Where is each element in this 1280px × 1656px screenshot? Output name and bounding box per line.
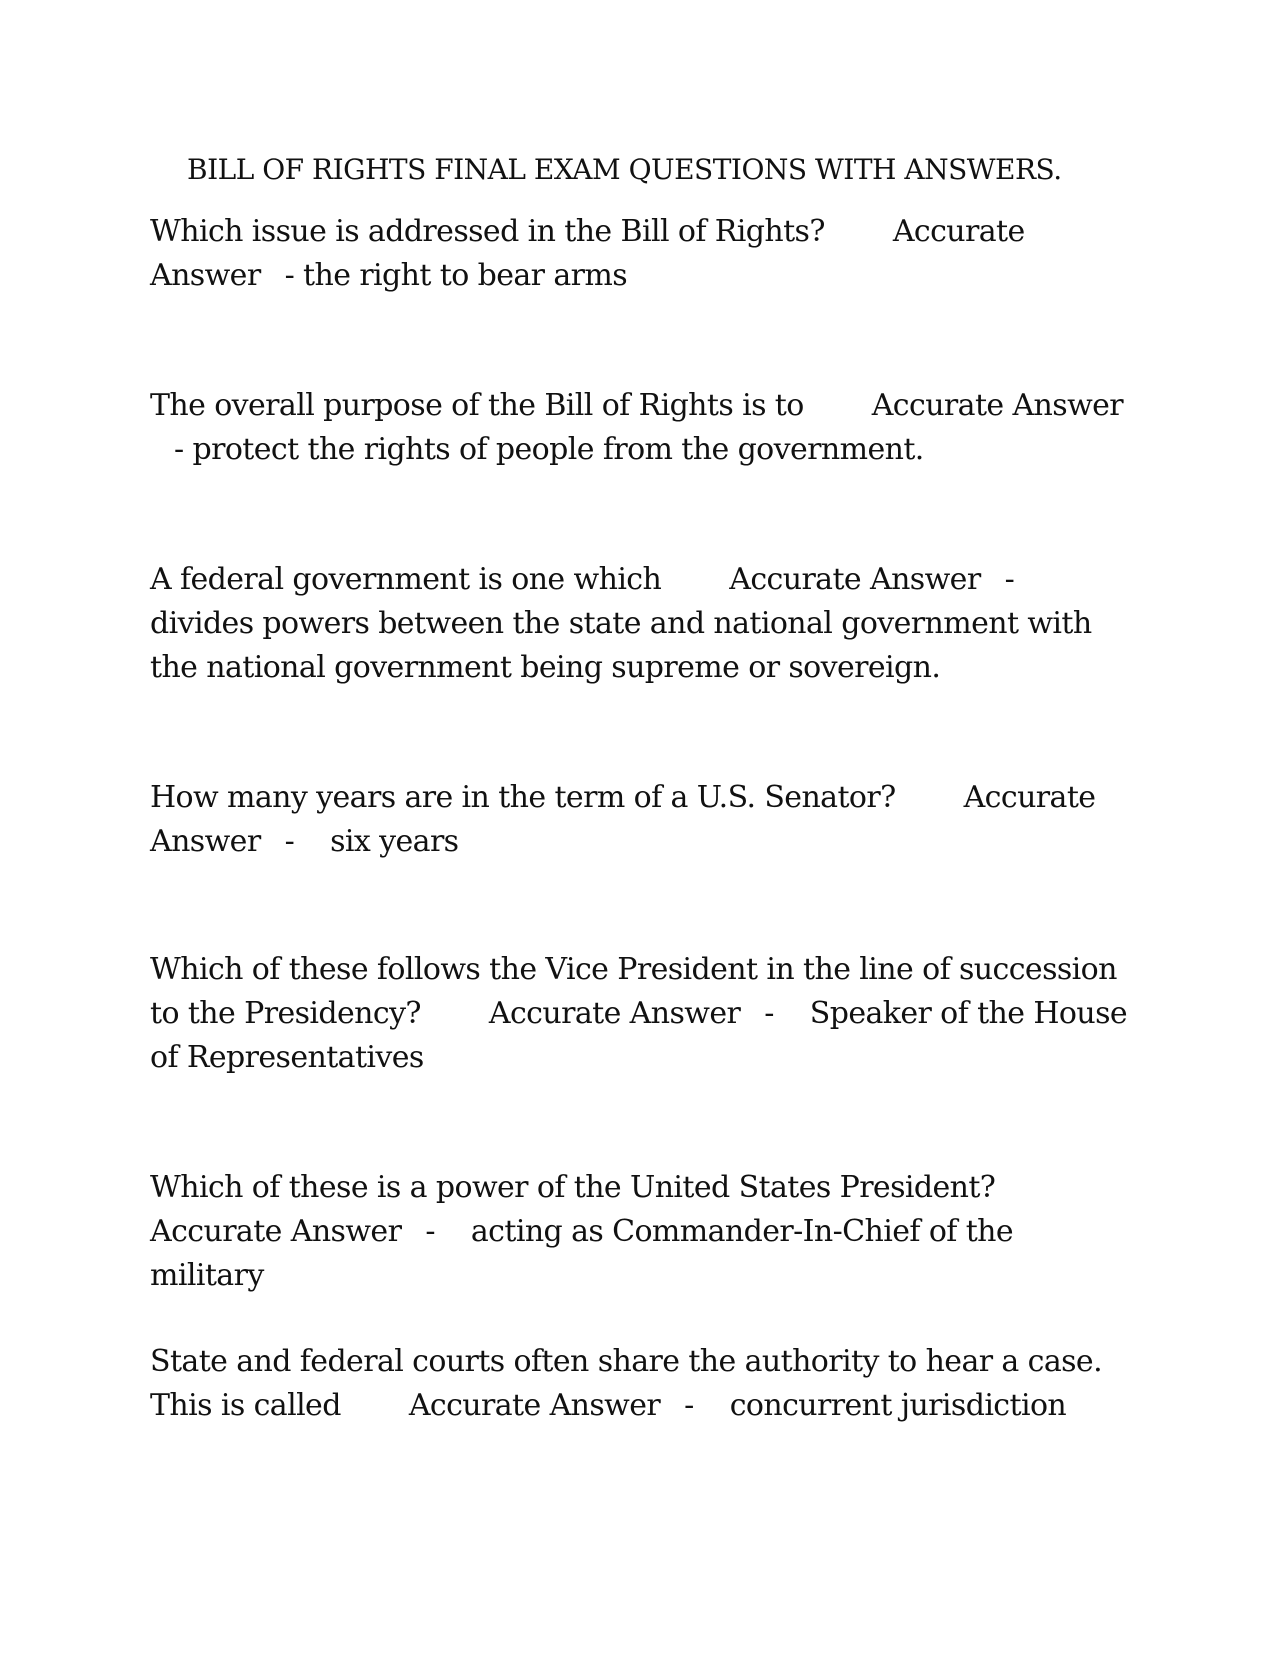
qa-item [150,776,1130,864]
answer-label: Accurate Answer [150,214,1025,293]
answer-text: concurrent jurisdiction [729,1388,1067,1423]
answer-label: Accurate Answer [150,780,1096,859]
answer-label: Accurate Answer [150,1214,402,1249]
answer-separator: - [1004,562,1015,597]
answer-label: Accurate Answer [408,1388,661,1423]
question-text: Which of these is a power of the United States President? [150,1170,996,1205]
question-text: Which of these follows the Vice President in the line of succession to the Presidency? [150,952,1117,1031]
question-text: State and federal courts often share the authority to hear a case. This is called [150,1344,1103,1423]
question-text: How many years are in the term of a U.S. Senator? [150,780,896,815]
answer-label: Accurate Answer [729,562,981,597]
qa-item [150,210,1130,298]
answer-separator: - [684,1388,694,1423]
question-text: The overall purpose of the Bill of Rights is to [150,388,804,423]
question-text: Which issue is addressed in the Bill of Rights? [150,214,825,249]
answer-separator: - [284,258,295,293]
answer-separator: - [425,1214,435,1249]
answer-label: Accurate Answer [871,388,1124,423]
qa-item [150,384,1130,472]
answer-separator: - [284,824,295,859]
qa-item [150,1340,1130,1428]
answer-text: Speaker of the House of Representatives [150,996,1128,1075]
document-title: BILL OF RIGHTS FINAL EXAM QUESTIONS WITH ANSWERS. [187,153,1062,186]
qa-item [150,1166,1130,1298]
answer-text: divides powers between the state and national government with the national government being supreme or sovereign. [150,606,1092,685]
qa-item [150,948,1130,1080]
answer-label: Accurate Answer [488,996,741,1031]
answer-text: the right to bear arms [303,258,628,293]
answer-text: acting as Commander-In-Chief of the military [150,1214,1014,1293]
answer-separator: - [764,996,774,1031]
question-text: A federal government is one which [150,562,662,597]
answer-separator: - [174,432,184,467]
answer-text: protect the rights of people from the government. [192,432,924,467]
answer-text: six years [330,824,459,859]
qa-item [150,558,1130,690]
